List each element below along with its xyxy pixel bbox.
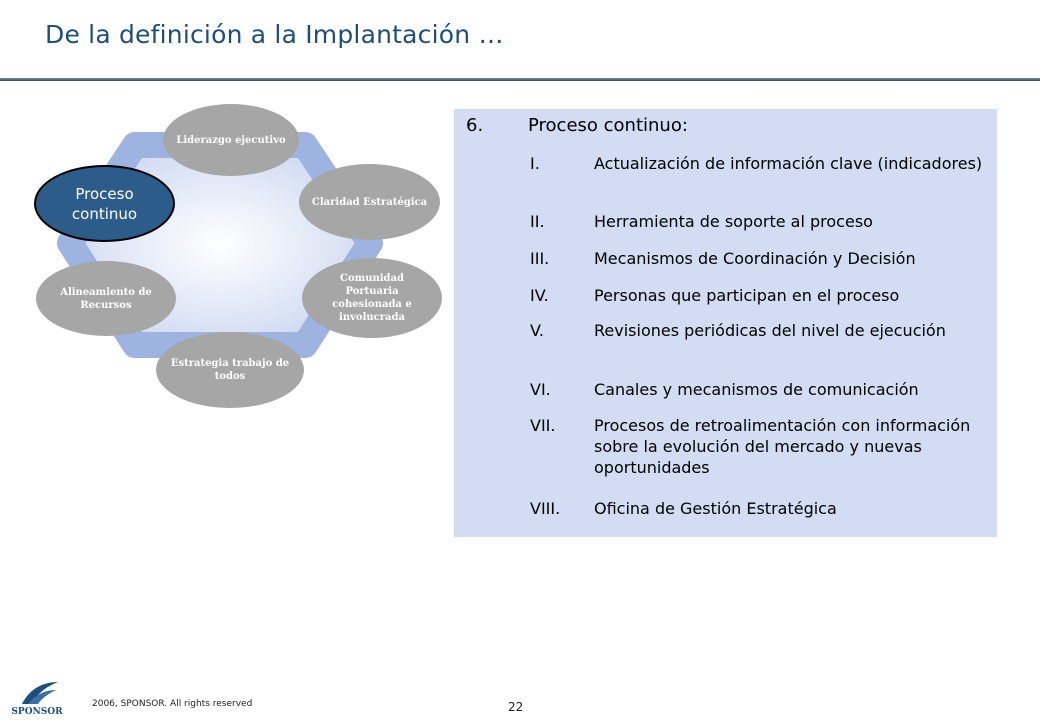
node-alineamiento: Alineamiento de Recursos: [36, 261, 176, 336]
page-title: De la definición a la Implantación …: [45, 20, 504, 49]
node-proceso-continuo: Proceso continuo: [34, 165, 175, 242]
node-claridad: Claridad Estratégica: [299, 164, 440, 240]
node-comunidad: Comunidad Portuaria cohesionada e involucrada: [302, 258, 442, 338]
cycle-diagram: [0, 95, 450, 425]
svg-text:SPONSOR: SPONSOR: [11, 707, 63, 716]
copyright-text: 2006, SPONSOR. All rights reserved: [92, 699, 253, 709]
heading-text: Proceso continuo:: [528, 115, 688, 136]
sponsor-logo: [8, 680, 66, 716]
node-estrategia: Estrategia trabajo de todos: [156, 332, 304, 408]
detail-panel: 6. Proceso continuo: I. Actualización de información clave (indicadores) II. Herramienta de soporte al proceso III. Mecanismos de Coordinación y Decisión IV. Personas que participan en el proceso V. Revisiones periódicas del nivel de ejecución VI. Canales y mecanismos de comunicación VII. Procesos de retroalimentación con información sobre la evolución del mercado y nuevas oportunidades VIII. Oficina de Gestión Estratégica: [454, 109, 997, 537]
node-liderazgo: Liderazgo ejecutivo: [163, 104, 299, 176]
heading-number: 6.: [466, 115, 484, 136]
page-number: 22: [508, 700, 524, 714]
title-divider: [0, 78, 1040, 81]
